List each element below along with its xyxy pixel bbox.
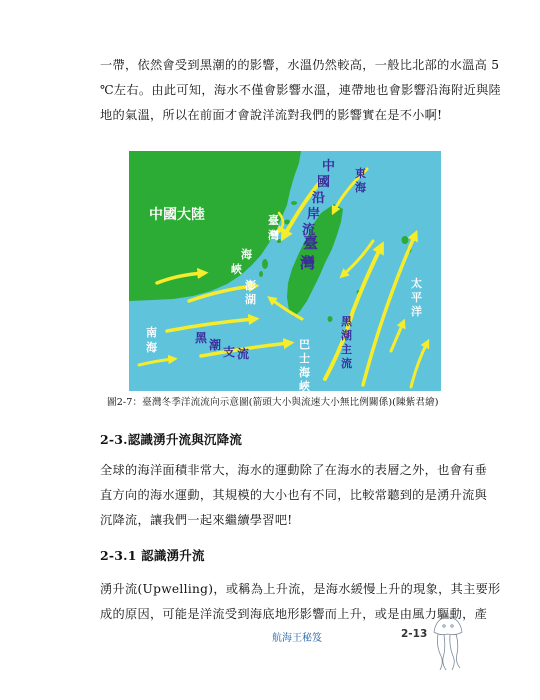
label-east-sea-1: 東 xyxy=(355,167,366,180)
label-kuroshio-main-1: 黑 xyxy=(341,315,352,328)
ocean-current-map xyxy=(129,151,441,391)
intro-paragraph xyxy=(100,53,502,128)
island xyxy=(328,316,333,322)
footer-title: 航海王秘笈 xyxy=(272,633,322,644)
penghu-island xyxy=(262,259,268,269)
label-kuroshio-branch-3: 支 xyxy=(223,345,236,359)
section-paragraph xyxy=(100,577,501,627)
label-south-sea-1: 南 xyxy=(146,326,157,339)
label-coastal-current-1: 中 xyxy=(322,159,336,174)
penghu-island xyxy=(259,271,263,277)
label-pacific-3: 洋 xyxy=(411,305,422,318)
label-bashi-1: 巴 xyxy=(299,338,310,351)
label-bashi-4: 峽 xyxy=(299,380,310,391)
island xyxy=(291,201,297,205)
label-coastal-current-2: 國 xyxy=(317,175,331,190)
label-mainland: 中國大陸 xyxy=(149,207,205,223)
label-penghu-1: 澎 xyxy=(245,279,256,292)
label-kuroshio-main-4: 流 xyxy=(341,357,352,370)
label-strait-char: 峽 xyxy=(231,263,242,276)
label-kuroshio-branch-4: 流 xyxy=(237,347,250,361)
text-line: 一帶，依然會受到黑潮的的影響，水溫仍然較高，一般比北部的水溫高 5 xyxy=(100,58,500,72)
label-kuroshio-main-2: 潮 xyxy=(341,329,352,342)
label-kuroshio-main-3: 主 xyxy=(341,343,352,356)
label-kuroshio-branch-1: 黑 xyxy=(195,331,208,345)
text-line: 湧升流(Upwelling)，或稱為上升流，是海水緩慢上升的現象，其主要形 xyxy=(100,582,501,596)
text-line: 地的氣溫，所以在前面才會說洋流對我們的影響實在是不小啊! xyxy=(100,108,443,122)
page-number: 2-13 xyxy=(401,628,428,640)
text-line: 沉降流，讓我們一起來繼續學習吧! xyxy=(100,513,293,527)
label-south-sea-2: 海 xyxy=(146,341,157,354)
label-penghu-2: 湖 xyxy=(245,293,256,306)
section-paragraph xyxy=(100,458,488,533)
text-line: 全球的海洋面積非常大，海水的運動除了在海水的表層之外，也會有垂 xyxy=(100,463,488,477)
label-bashi-2: 士 xyxy=(299,352,310,365)
label-taiwan-2: 灣 xyxy=(300,254,316,272)
label-taiwan-1: 臺 xyxy=(303,234,319,252)
text-line: 直方向的海水運動，其規模的大小也有不同，比較常聽到的是湧升流與 xyxy=(100,488,488,502)
label-pacific-1: 太 xyxy=(411,277,422,290)
label-coastal-current-4: 岸 xyxy=(307,207,321,222)
label-coastal-current-3: 沿 xyxy=(312,191,326,206)
label-kuroshio-branch-2: 潮 xyxy=(209,338,222,352)
jellyfish-icon xyxy=(428,612,468,672)
label-strait-char: 臺 xyxy=(268,214,279,227)
text-line: ℃左右。由此可知，海水不僅會影響水溫，連帶地也會影響沿海附近與陸 xyxy=(100,83,502,97)
label-strait-char: 灣 xyxy=(268,229,279,242)
label-east-sea-2: 海 xyxy=(355,181,366,194)
section-heading: 2-3.認識湧升流與沉降流 xyxy=(100,432,243,447)
label-strait-char: 海 xyxy=(241,248,252,261)
figure-caption: 圖2-7：臺灣冬季洋流流向示意圖(箭頭大小與流速大小無比例關係)(陳紫君繪) xyxy=(107,397,439,408)
label-pacific-2: 平 xyxy=(411,291,422,304)
label-bashi-3: 海 xyxy=(299,366,310,379)
label-coastal-current-5: 流 xyxy=(302,223,316,238)
text-line: 成的原因，可能是洋流受到海底地形影響而上升，或是由風力驅動，產 xyxy=(100,607,488,621)
island xyxy=(402,236,409,244)
section-heading: 2-3.1 認識湧升流 xyxy=(100,548,205,563)
